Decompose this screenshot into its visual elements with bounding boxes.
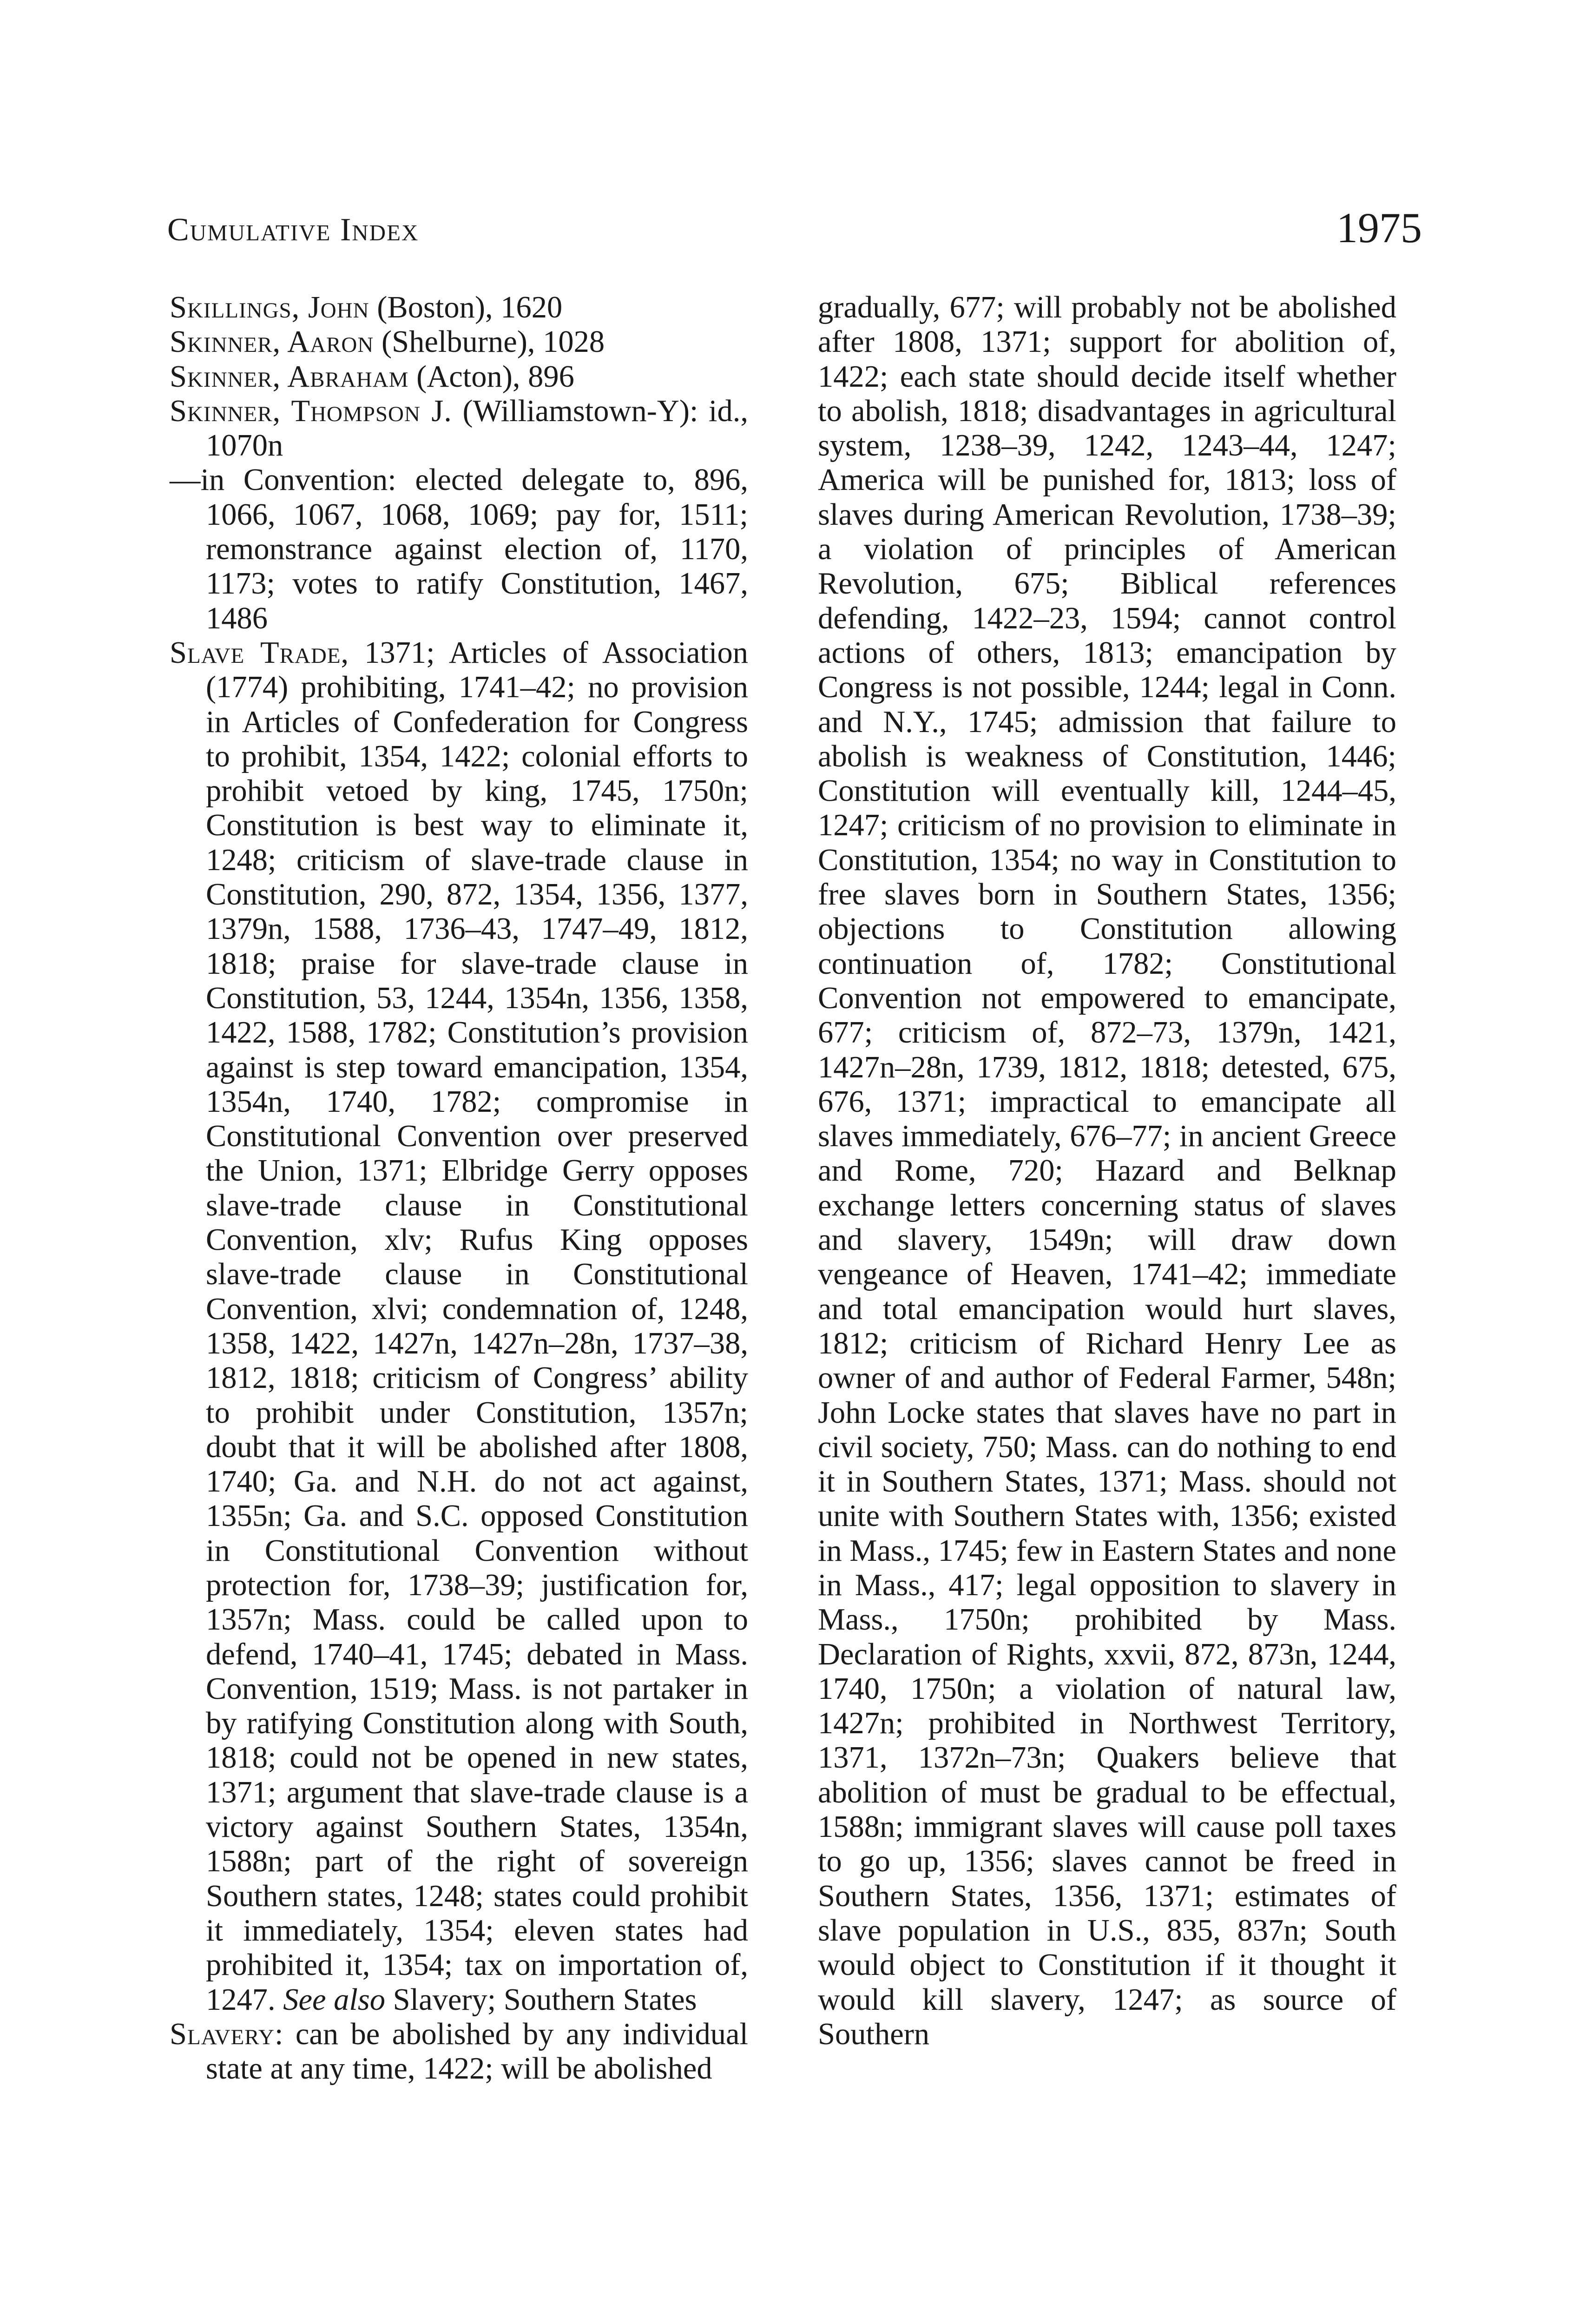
entry-head: Skinner, Thompson J. bbox=[170, 394, 452, 428]
entry-text: (Boston), 1620 bbox=[369, 290, 563, 324]
index-column-left bbox=[170, 290, 748, 2086]
index-entry-skillings-john bbox=[170, 290, 748, 325]
entry-text: , 1371; Articles of Association (1774) prohibiting, 1741–42; no provision in Articles of Confederation for Congress to prohibit, 1354, 1422; colonial efforts to prohibit vetoed by king, 1745, 1750n; Constitution is best way to eliminate it, 1248; criticism of slave-trade clause in Constitution, 290, 872, 1354, 1356, 1377, 1379n, 1588, 1736–43, 1747–49, 1812, 1818; praise for slave-trade clause in Constitution, 53, 1244, 1354n, 1356, 1358, 1422, 1588, 1782; Constitution’s provision against is step toward emancipation, 1354, 1354n, 1740, 1782; compromise in Constitutional Convention over preserved the Union, 1371; Elbridge Gerry opposes slave-trade clause in Constitutional Convention, xlv; Rufus King opposes slave-trade clause in Constitutional Convention, xlvi; condemnation of, 1248, 1358, 1422, 1427n, 1427n–28n, 1737–38, 1812, 1818; criticism of Congress’ ability to prohibit under Constitution, 1357n; doubt that it will be abolished after 1808, 1740; Ga. and N.H. do not act against, 1355n; Ga. and S.C. opposed Constitution in Constitutional Convention without protection for, 1738–39; justification for, 1357n; Mass. could be called upon to defend, 1740–41, 1745; debated in Mass. Convention, 1519; Mass. is not partaker in by ratifying Constitution along with South, 1818; could not be opened in new states, 1371; argument that slave-trade clause is a victory against Southern States, 1354n, 1588n; part of the right of sovereign Southern states, 1248; states could prohibit it immediately, 1354; eleven states had prohibited it, 1354; tax on importation of, 1247. bbox=[206, 635, 748, 2017]
index-entry-slavery bbox=[170, 2017, 748, 2086]
entry-text: : can be abolished by any individual state at any time, 1422; will be abolished bbox=[206, 2017, 748, 2086]
entry-head: Skinner, Aaron bbox=[170, 325, 374, 359]
running-head: Cumulative Index bbox=[167, 212, 419, 248]
index-entry-skinner-abraham bbox=[170, 360, 748, 394]
entry-head: Slave Trade bbox=[170, 635, 341, 670]
index-subentry-in-convention: —in Convention: elected delegate to, 896, 1066, 1067, 1068, 1069; pay for, 1511; remonstrance against election of, 1170, 1173; votes to ratify Constitution, 1467, 1486 bbox=[170, 463, 748, 635]
entry-head: Skinner, Abraham bbox=[170, 359, 409, 394]
index-entry-slavery-continued: gradually, 677; will probably not be abolished after 1808, 1371; support for abolition of, 1422; each state should decide itself whether to abolish, 1818; disadvantages in agricultural system, 1238–39, 1242, 1243–44, 1247; America will be punished for, 1813; loss of slaves during American Revolution, 1738–39; a violation of principles of American Revolution, 675; Biblical references defending, 1422–23, 1594; cannot control actions of others, 1813; emancipation by Congress is not possible, 1244; legal in Conn. and N.Y., 1745; admission that failure to abolish is weakness of Constitution, 1446; Constitution will eventually kill, 1244–45, 1247; criticism of no provision to eliminate in Constitution, 1354; no way in Constitution to free slaves born in Southern States, 1356; objections to Constitution allowing continuation of, 1782; Constitutional Convention not empowered to emancipate, 677; criticism of, 872–73, 1379n, 1421, 1427n–28n, 1739, 1812, 1818; detested, 675, 676, 1371; impractical to emancipate all slaves immediately, 676–77; in ancient Greece and Rome, 720; Hazard and Belknap exchange letters concerning status of slaves and slavery, 1549n; will draw down vengeance of Heaven, 1741–42; immediate and total emancipation would hurt slaves, 1812; criticism of Richard Henry Lee as owner of and author of Federal Farmer, 548n; John Locke states that slaves have no part in civil society, 750; Mass. can do nothing to end it in Southern States, 1371; Mass. should not unite with Southern States with, 1356; existed in Mass., 1745; few in Eastern States and none in Mass., 417; legal opposition to slavery in Mass., 1750n; prohibited by Mass. Declaration of Rights, xxvii, 872, 873n, 1244, 1740, 1750n; a violation of natural law, 1427n; prohibited in Northwest Territory, 1371, 1372n–73n; Quakers believe that abolition of must be gradual to be effectual, 1588n; immigrant slaves will cause poll taxes to go up, 1356; slaves cannot be freed in Southern States, 1356, 1371; estimates of slave population in U.S., 835, 837n; South would object to Constitution if it thought it would kill slavery, 1247; as source of Southern bbox=[818, 290, 1396, 2051]
entry-text: (Williamstown-Y): id., 1070n bbox=[206, 394, 748, 463]
see-also-text: Slavery; Southern States bbox=[385, 1982, 697, 2017]
index-entry-skinner-aaron bbox=[170, 325, 748, 359]
entry-text: (Shelburne), 1028 bbox=[374, 325, 605, 359]
page-header bbox=[167, 204, 1422, 265]
entry-text: (Acton), 896 bbox=[408, 359, 574, 394]
entry-head: Skillings, John bbox=[170, 290, 369, 324]
see-also-label: See also bbox=[283, 1982, 386, 2017]
index-entry-skinner-thompson bbox=[170, 394, 748, 463]
page-number: 1975 bbox=[1336, 204, 1422, 251]
index-column-right bbox=[818, 290, 1396, 2052]
index-entry-slave-trade bbox=[170, 636, 748, 2017]
entry-head: Slavery bbox=[170, 2017, 275, 2051]
